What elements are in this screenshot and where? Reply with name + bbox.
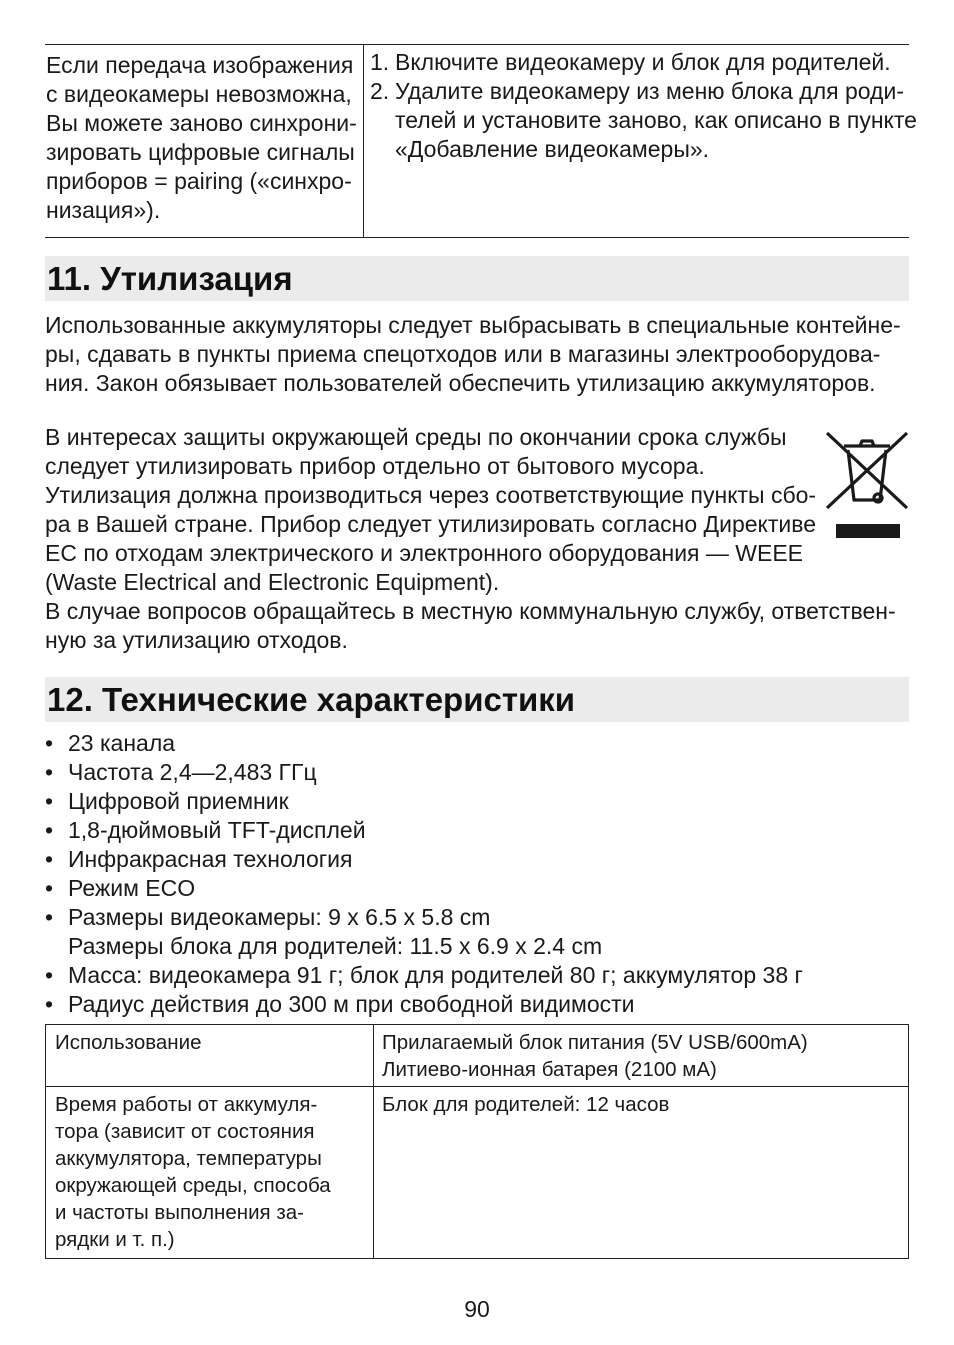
bullet-icon: •: [45, 991, 54, 1017]
step-2: [370, 77, 917, 164]
cell-line: тора (зависит от состояния: [55, 1120, 315, 1143]
cell-line: Блок для родителей: 12 часов: [382, 1093, 670, 1116]
cell-line: Прилагаемый блок питания (5V USB/600mA): [382, 1031, 808, 1054]
problem-line: зировать цифровые сигналы: [46, 139, 355, 165]
solution-steps: [370, 48, 917, 164]
list-item: [45, 903, 803, 961]
table-cell: [382, 1091, 669, 1118]
table-column-divider: [373, 1024, 374, 1259]
list-item: [45, 729, 803, 758]
problem-line: низация»).: [46, 197, 161, 223]
bullet-icon: •: [45, 875, 54, 901]
step-line: Включите видеокамеру и блок для родителей.: [395, 49, 891, 75]
section-title: 11. Утилизация: [47, 260, 293, 297]
bullet-icon: •: [45, 904, 54, 930]
list-item: [45, 874, 803, 903]
text-line: следует утилизировать прибор отдельно от бытового мусора.: [45, 453, 705, 479]
bullet-icon: •: [45, 962, 54, 988]
list-item: [45, 816, 803, 845]
bullet-icon: •: [45, 788, 54, 814]
table-border: [45, 1024, 46, 1259]
text-line: ния. Закон обязывает пользователей обеспечить утилизацию аккумуляторов.: [45, 370, 876, 396]
disposal-batteries-paragraph: [45, 311, 901, 398]
table-cell: [55, 1091, 331, 1253]
page-number: 90: [464, 1296, 490, 1322]
bullet-icon: •: [45, 817, 54, 843]
list-item-text: Режим ECO: [68, 875, 196, 901]
table-bottom-border: [45, 237, 909, 238]
bullet-icon: •: [45, 730, 54, 756]
list-item: [45, 961, 803, 990]
text-line: ры, сдавать в пункты приема спецотходов или в магазины электрооборудова-: [45, 341, 881, 367]
step-line: телей и установите заново, как описано в пункте: [395, 107, 917, 133]
text-line: В интересах защиты окружающей среды по окончании срока службы: [45, 424, 787, 450]
cell-line: Литиево-ионная батарея (2100 мА): [382, 1058, 717, 1081]
bullet-icon: •: [45, 846, 54, 872]
problem-description: [46, 51, 357, 225]
text-line: (Waste Electrical and Electronic Equipment).: [45, 569, 500, 595]
step-line: «Добавление видеокамеры».: [395, 136, 710, 162]
bullet-icon: •: [45, 759, 54, 785]
list-item-text: Масса: видеокамера 91 г; блок для родителей 80 г; аккумулятор 38 г: [68, 962, 803, 988]
step-number: 2.: [370, 78, 390, 104]
problem-line: Вы можете заново синхрони-: [46, 110, 357, 136]
table-cell: [382, 1029, 808, 1083]
list-item-text: Инфракрасная технология: [68, 846, 353, 872]
list-item: [45, 758, 803, 787]
problem-line: Если передача изображения: [46, 52, 354, 78]
list-item-text: Частота 2,4—2,483 ГГц: [68, 759, 317, 785]
step-1: [370, 48, 917, 77]
list-item-text: Размеры видеокамеры: 9 x 6.5 x 5.8 cm: [68, 904, 491, 930]
crossed-out-wheelie-bin-icon: [822, 428, 912, 544]
table-row-divider: [45, 1086, 909, 1087]
list-item-text: Размеры блока для родителей: 11.5 x 6.9 x 2.4 cm: [68, 933, 603, 959]
specifications-list: [45, 729, 803, 1019]
list-item: [45, 787, 803, 816]
section-12-heading: [45, 677, 909, 722]
section-11-heading: [45, 256, 909, 301]
disposal-device-paragraph: [45, 423, 896, 655]
cell-line: окружающей среды, способа: [55, 1174, 331, 1197]
section-title: 12. Технические характеристики: [47, 681, 576, 718]
cell-line: Время работы от аккумуля-: [55, 1093, 318, 1116]
cell-line: Использование: [55, 1031, 202, 1054]
step-number: 1.: [370, 49, 390, 75]
text-line: В случае вопросов обращайтесь в местную коммунальную службу, ответствен-: [45, 598, 896, 624]
table-column-divider: [363, 44, 364, 238]
cell-line: и частоты выполнения за-: [55, 1201, 304, 1224]
list-item-text: 1,8-дюймовый TFT-дисплей: [68, 817, 366, 843]
table-border: [45, 1024, 909, 1025]
text-line: ЕС по отходам электрического и электронного оборудования — WEEE: [45, 540, 804, 566]
text-line: ную за утилизацию отходов.: [45, 627, 348, 653]
table-cell: [55, 1029, 201, 1056]
step-line: Удалите видеокамеру из меню блока для роди-: [395, 78, 904, 104]
table-border: [45, 1258, 909, 1259]
table-top-border: [45, 44, 909, 45]
problem-line: с видеокамеры невозможна,: [46, 81, 352, 107]
list-item: [45, 845, 803, 874]
text-line: ра в Вашей стране. Прибор следует утилизировать согласно Директиве: [45, 511, 816, 537]
cell-line: аккумулятора, температуры: [55, 1147, 322, 1170]
problem-line: приборов = pairing («синхро-: [46, 168, 352, 194]
list-item-text: Цифровой приемник: [68, 788, 289, 814]
list-item-text: Радиус действия до 300 м при свободной видимости: [68, 991, 635, 1017]
table-border: [908, 1024, 909, 1259]
list-item: [45, 990, 803, 1019]
list-item-text: 23 канала: [68, 730, 176, 756]
cell-line: рядки и т. п.): [55, 1228, 175, 1251]
text-line: Утилизация должна производиться через соответствующие пункты сбо-: [45, 482, 817, 508]
text-line: Использованные аккумуляторы следует выбрасывать в специальные контейне-: [45, 312, 901, 338]
